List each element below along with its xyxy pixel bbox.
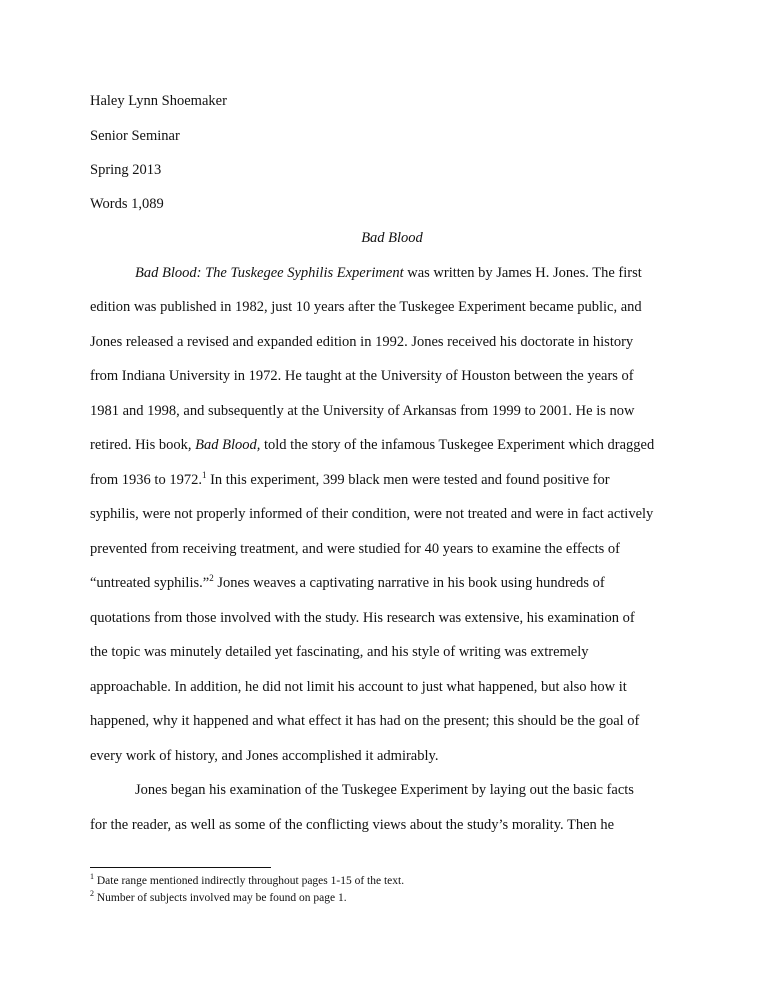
paragraph-1-line-11: quotations from those involved with the study. His research was extensive, his examination of (90, 610, 635, 626)
paragraph-1-line-6 (90, 437, 654, 454)
text-span: retired. His book, (90, 437, 196, 453)
text-span: “untreated syphilis.” (90, 575, 210, 591)
footnote-ref-1: 1 (201, 470, 207, 481)
footnote-2 (90, 891, 347, 905)
paragraph-1-line-9: prevented from receiving treatment, and were studied for 40 years to examine the effects of (90, 541, 620, 557)
paragraph-1-line-10 (90, 575, 605, 592)
footnote-2-text: Number of subjects involved may be found on page 1. (94, 892, 347, 904)
paragraph-1-line-2: edition was published in 1982, just 10 years after the Tuskegee Experiment became public, and (90, 299, 642, 315)
book-title-short: Bad Blood, (195, 437, 261, 453)
footnote-ref-2: 2 (209, 573, 214, 584)
footnote-mark-1: 1 (90, 872, 94, 882)
paragraph-1-line-3: Jones released a revised and expanded edition in 1992. Jones received his doctorate in history (90, 334, 634, 350)
paragraph-1-line-13: approachable. In addition, he did not limit his account to just what happened, but also how it (90, 679, 627, 695)
footnote-1 (90, 874, 404, 888)
footnote-mark-2: 2 (90, 889, 94, 899)
paragraph-1-line-15: every work of history, and Jones accomplished it admirably. (90, 748, 439, 764)
author-name: Haley Lynn Shoemaker (90, 93, 227, 109)
paragraph-1-line-1 (135, 265, 642, 282)
essay-title: Bad Blood (361, 230, 423, 246)
paragraph-1-line-8: syphilis, were not properly informed of their condition, were not treated and were in fact actively (90, 506, 654, 522)
word-count: Words 1,089 (90, 196, 164, 212)
paragraph-1-line-14: happened, why it happened and what effect it has had on the present; this should be the goal of (90, 713, 640, 729)
paragraph-1-line-7 (90, 472, 610, 489)
text-span: was written by James H. Jones. The first (403, 265, 642, 281)
book-title: Bad Blood: The Tuskegee Syphilis Experiment (135, 265, 404, 281)
text-span: told the story of the infamous Tuskegee Experiment which dragged (260, 437, 655, 453)
paragraph-1-line-5: 1981 and 1998, and subsequently at the University of Arkansas from 1999 to 2001. He is now (90, 403, 635, 419)
paragraph-1-line-4: from Indiana University in 1972. He taught at the University of Houston between the years of (90, 368, 634, 384)
footnote-separator (90, 867, 271, 868)
paragraph-1-line-12: the topic was minutely detailed yet fascinating, and his style of writing was extremely (90, 644, 589, 660)
term: Spring 2013 (90, 162, 162, 178)
paragraph-2-line-2: for the reader, as well as some of the conflicting views about the study’s morality. Then he (90, 817, 615, 833)
text-span: Jones weaves a captivating narrative in his book using hundreds of (213, 575, 605, 591)
paragraph-2-line-1: Jones began his examination of the Tuskegee Experiment by laying out the basic facts (135, 782, 634, 798)
text-span: In this experiment, 399 black men were tested and found positive for (206, 472, 610, 488)
footnote-1-text: Date range mentioned indirectly throughout pages 1-15 of the text. (94, 875, 405, 887)
text-span: from 1936 to 1972. (90, 472, 202, 488)
course-name: Senior Seminar (90, 128, 180, 144)
